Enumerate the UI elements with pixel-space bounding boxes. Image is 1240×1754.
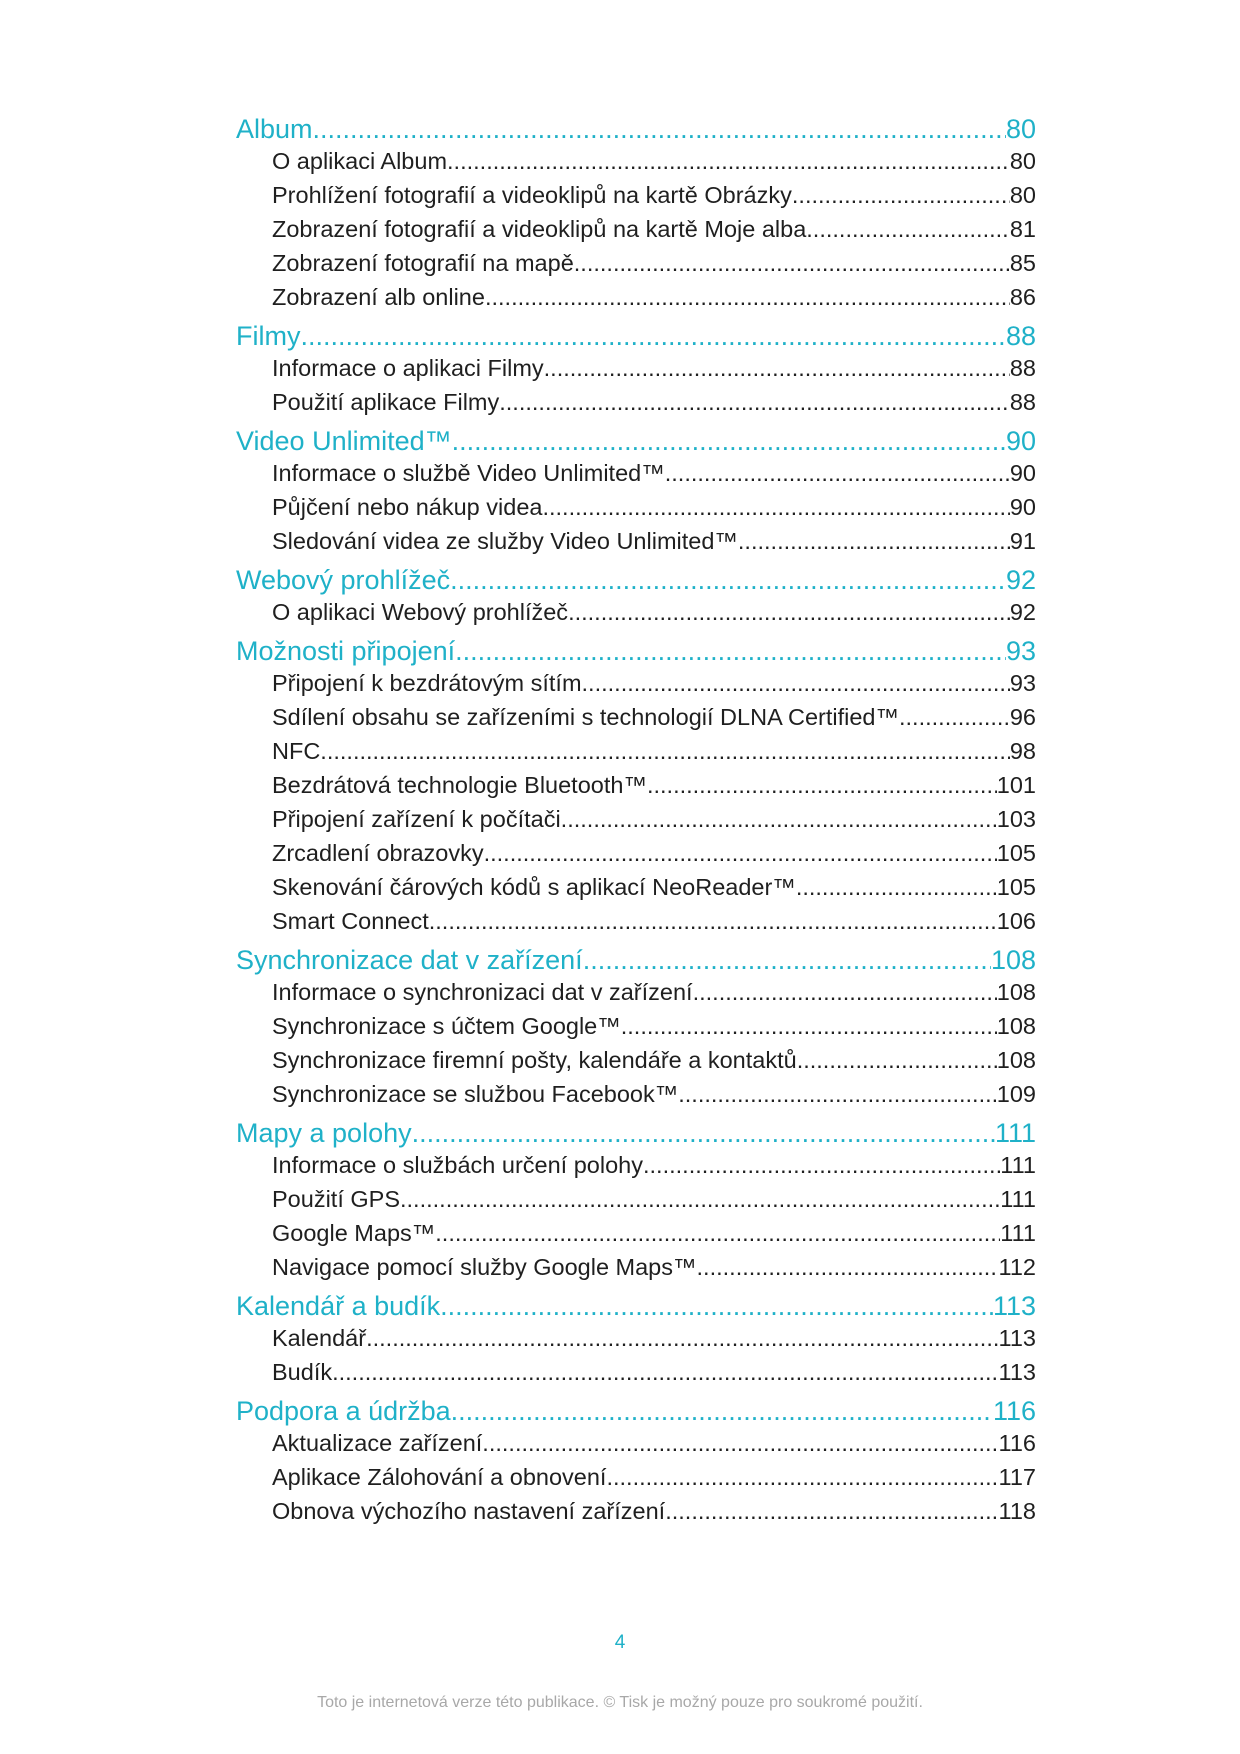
toc-section[interactable]: [236, 975, 1036, 1009]
toc-section-title: O aplikaci Webový prohlížeč: [272, 599, 569, 625]
toc-chapter-page: 108: [990, 945, 1036, 975]
toc-leader-dots: [300, 319, 1005, 353]
footer-note: Toto je internetová verze této publikace. © Tisk je možný pouze pro soukromé použití.: [317, 1694, 923, 1711]
toc-leader-dots: [485, 280, 1010, 314]
toc-leader-dots: [583, 943, 991, 977]
toc-section-title: Skenování čárových kódů s aplikací NeoReader™: [272, 874, 796, 900]
toc-chapter-title: Synchronizace dat v zařízení: [236, 945, 583, 975]
toc-section[interactable]: [236, 904, 1036, 938]
toc-section-title: Informace o aplikaci Filmy: [272, 355, 544, 381]
toc-section[interactable]: [236, 178, 1036, 212]
toc-leader-dots: [499, 385, 1010, 419]
toc-section-page: 108: [996, 1013, 1036, 1039]
toc-section[interactable]: [236, 1077, 1036, 1111]
toc-leader-dots: [621, 1009, 997, 1043]
toc-leader-dots: [561, 802, 997, 836]
toc-section[interactable]: [236, 246, 1036, 280]
toc-section-page: 80: [1009, 182, 1036, 208]
toc-section-title: Bezdrátová technologie Bluetooth™: [272, 772, 647, 798]
toc-section-page: 90: [1009, 460, 1036, 486]
toc-leader-dots: [806, 212, 1010, 246]
table-of-contents: [236, 112, 1036, 1528]
toc-section-page: 80: [1009, 148, 1036, 174]
toc-section-title: Synchronizace s účtem Google™: [272, 1013, 621, 1039]
toc-chapter-title: Podpora a údržba: [236, 1396, 451, 1426]
toc-leader-dots: [482, 1426, 998, 1460]
toc-section-page: 98: [1009, 738, 1036, 764]
toc-section[interactable]: [236, 595, 1036, 629]
toc-leader-dots: [313, 112, 1006, 146]
toc-leader-dots: [797, 1043, 997, 1077]
toc-section[interactable]: [236, 734, 1036, 768]
toc-chapter-page: 116: [992, 1396, 1036, 1426]
toc-leader-dots: [429, 904, 997, 938]
toc-section[interactable]: [236, 144, 1036, 178]
toc-leader-dots: [455, 634, 1006, 668]
toc-chapter[interactable]: [236, 943, 1036, 977]
toc-section[interactable]: [236, 280, 1036, 314]
toc-section-page: 105: [996, 874, 1036, 900]
toc-section-title: NFC: [272, 738, 321, 764]
toc-section-title: Aktualizace zařízení: [272, 1430, 483, 1456]
toc-section-page: 105: [996, 840, 1036, 866]
toc-section-title: Kalendář: [272, 1325, 367, 1351]
toc-section-title: Připojení zařízení k počítači: [272, 806, 561, 832]
toc-chapter[interactable]: [236, 424, 1036, 458]
toc-leader-dots: [400, 1182, 1000, 1216]
toc-chapter-page: 113: [992, 1291, 1036, 1321]
toc-leader-dots: [542, 490, 1009, 524]
toc-chapter-page: 90: [1005, 426, 1036, 456]
toc-section-page: 113: [998, 1359, 1036, 1385]
toc-section-page: 111: [1000, 1186, 1036, 1212]
toc-chapter[interactable]: [236, 563, 1036, 597]
toc-section[interactable]: [236, 1148, 1036, 1182]
toc-section-title: Sledování videa ze služby Video Unlimited™: [272, 528, 738, 554]
toc-chapter-title: Webový prohlížeč: [236, 565, 451, 595]
toc-section-page: 109: [996, 1081, 1036, 1107]
toc-leader-dots: [568, 595, 1010, 629]
toc-section-title: Použití aplikace Filmy: [272, 389, 500, 415]
toc-leader-dots: [412, 1116, 995, 1150]
toc-section-page: 108: [996, 1047, 1036, 1073]
toc-leader-dots: [792, 178, 1010, 212]
toc-section-page: 92: [1009, 599, 1036, 625]
toc-chapter-page: 88: [1005, 321, 1036, 351]
toc-section[interactable]: [236, 1043, 1036, 1077]
toc-leader-dots: [738, 524, 1010, 558]
toc-section[interactable]: [236, 700, 1036, 734]
toc-section-page: 117: [998, 1464, 1036, 1490]
toc-section[interactable]: [236, 1250, 1036, 1284]
toc-section-title: Synchronizace se službou Facebook™: [272, 1081, 679, 1107]
toc-section-title: Budík: [272, 1359, 333, 1385]
toc-section[interactable]: [236, 870, 1036, 904]
toc-section[interactable]: [236, 524, 1036, 558]
toc-section-page: 106: [996, 908, 1036, 934]
toc-section-title: Zobrazení fotografií a videoklipů na kartě Moje alba: [272, 216, 807, 242]
toc-section[interactable]: [236, 1460, 1036, 1494]
toc-leader-dots: [665, 456, 1010, 490]
toc-section-page: 101: [996, 772, 1036, 798]
toc-section-title: Informace o službě Video Unlimited™: [272, 460, 665, 486]
toc-chapter[interactable]: [236, 1289, 1036, 1323]
page-number: 4: [614, 1632, 626, 1653]
toc-chapter-title: Možnosti připojení: [236, 636, 456, 666]
toc-leader-dots: [643, 1148, 1000, 1182]
toc-section-title: Google Maps™: [272, 1220, 436, 1246]
toc-chapter-page: 80: [1005, 114, 1036, 144]
toc-section-page: 113: [998, 1325, 1036, 1351]
toc-section-title: Použití GPS: [272, 1186, 400, 1212]
toc-chapter-title: Filmy: [236, 321, 301, 351]
toc-section-page: 88: [1009, 355, 1036, 381]
toc-section[interactable]: [236, 456, 1036, 490]
toc-chapter[interactable]: [236, 634, 1036, 668]
toc-section[interactable]: [236, 1426, 1036, 1460]
toc-section-page: 118: [998, 1498, 1036, 1524]
toc-chapter-page: 93: [1005, 636, 1036, 666]
toc-leader-dots: [484, 836, 997, 870]
toc-leader-dots: [320, 734, 1010, 768]
toc-section-title: Navigace pomocí služby Google Maps™: [272, 1254, 697, 1280]
toc-leader-dots: [697, 1250, 999, 1284]
toc-chapter-title: Video Unlimited™: [236, 426, 452, 456]
toc-leader-dots: [332, 1355, 998, 1389]
toc-section-page: 91: [1009, 528, 1036, 554]
toc-chapter[interactable]: [236, 319, 1036, 353]
toc-chapter[interactable]: [236, 112, 1036, 146]
toc-section[interactable]: [236, 768, 1036, 802]
toc-leader-dots: [440, 1289, 993, 1323]
toc-section-page: 86: [1009, 284, 1036, 310]
toc-section-page: 108: [996, 979, 1036, 1005]
toc-section[interactable]: [236, 351, 1036, 385]
toc-section[interactable]: [236, 802, 1036, 836]
toc-section-title: Sdílení obsahu se zařízeními s technologií DLNA Certified™: [272, 704, 899, 730]
toc-section-title: Připojení k bezdrátovým sítím: [272, 670, 582, 696]
toc-section-page: 93: [1009, 670, 1036, 696]
toc-chapter-title: Kalendář a budík: [236, 1291, 441, 1321]
toc-section[interactable]: [236, 1494, 1036, 1528]
toc-section[interactable]: [236, 212, 1036, 246]
toc-chapter-page: 111: [994, 1118, 1036, 1148]
toc-leader-dots: [606, 1460, 998, 1494]
toc-chapter-page: 92: [1005, 565, 1036, 595]
toc-section[interactable]: [236, 836, 1036, 870]
toc-leader-dots: [447, 144, 1010, 178]
toc-leader-dots: [582, 666, 1010, 700]
toc-section-page: 112: [998, 1254, 1036, 1280]
toc-leader-dots: [665, 1494, 998, 1528]
toc-leader-dots: [450, 563, 1006, 597]
toc-leader-dots: [647, 768, 997, 802]
toc-section-title: Informace o službách určení polohy: [272, 1152, 643, 1178]
toc-chapter[interactable]: [236, 1116, 1036, 1150]
toc-section-title: Aplikace Zálohování a obnovení: [272, 1464, 607, 1490]
toc-section-page: 103: [996, 806, 1036, 832]
toc-leader-dots: [678, 1077, 997, 1111]
toc-section[interactable]: [236, 666, 1036, 700]
toc-leader-dots: [796, 870, 997, 904]
toc-section-title: Synchronizace firemní pošty, kalendáře a kontaktů: [272, 1047, 797, 1073]
toc-section-page: 116: [998, 1430, 1036, 1456]
toc-section[interactable]: [236, 1182, 1036, 1216]
toc-chapter-title: Mapy a polohy: [236, 1118, 412, 1148]
toc-section-title: Smart Connect: [272, 908, 429, 934]
toc-section[interactable]: [236, 1216, 1036, 1250]
toc-section[interactable]: [236, 490, 1036, 524]
toc-leader-dots: [435, 1216, 1000, 1250]
toc-leader-dots: [693, 975, 997, 1009]
toc-section-title: Zobrazení alb online: [272, 284, 485, 310]
toc-section-title: Půjčení nebo nákup videa: [272, 494, 543, 520]
toc-leader-dots: [452, 424, 1006, 458]
toc-section-title: Zrcadlení obrazovky: [272, 840, 484, 866]
toc-section[interactable]: [236, 1355, 1036, 1389]
toc-section-page: 85: [1009, 250, 1036, 276]
toc-section[interactable]: [236, 1321, 1036, 1355]
toc-section-page: 96: [1009, 704, 1036, 730]
toc-section-page: 111: [1000, 1152, 1036, 1178]
toc-section-title: Informace o synchronizaci dat v zařízení: [272, 979, 693, 1005]
toc-leader-dots: [899, 700, 1010, 734]
toc-section-title: Obnova výchozího nastavení zařízení: [272, 1498, 666, 1524]
toc-chapter-title: Album: [236, 114, 313, 144]
toc-leader-dots: [451, 1394, 993, 1428]
toc-section[interactable]: [236, 385, 1036, 419]
toc-section-page: 90: [1009, 494, 1036, 520]
toc-section[interactable]: [236, 1009, 1036, 1043]
toc-leader-dots: [366, 1321, 998, 1355]
toc-section-page: 88: [1009, 389, 1036, 415]
toc-section-title: Prohlížení fotografií a videoklipů na kartě Obrázky: [272, 182, 792, 208]
toc-section-title: Zobrazení fotografií na mapě: [272, 250, 574, 276]
toc-section-page: 81: [1009, 216, 1036, 242]
toc-section-page: 111: [1000, 1220, 1036, 1246]
toc-leader-dots: [544, 351, 1010, 385]
toc-chapter[interactable]: [236, 1394, 1036, 1428]
toc-leader-dots: [574, 246, 1010, 280]
toc-section-title: O aplikaci Album: [272, 148, 448, 174]
